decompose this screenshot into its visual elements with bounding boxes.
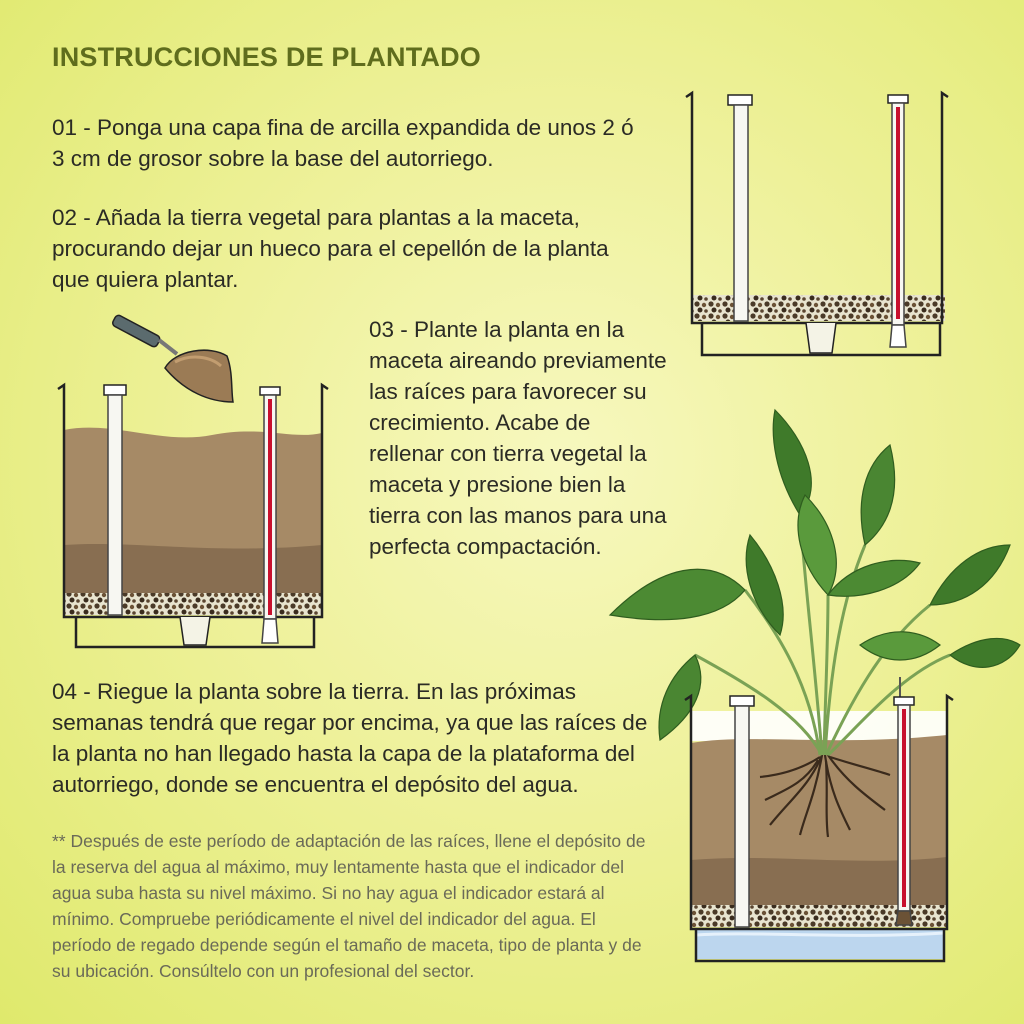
- step-2-text: 02 - Añada la tierra vegetal para plantas a la maceta, procurando dejar un hueco para el cepellón de la planta que quiera plantar.: [52, 205, 609, 292]
- page-title: INSTRUCCIONES DE PLANTADO: [52, 42, 482, 72]
- pot-outline: [686, 93, 948, 323]
- pot-planted-illustration: [600, 405, 1020, 975]
- fill-tube: [728, 95, 752, 321]
- footnote: ** Después de este período de adaptación de las raíces, llene el depósito de la reserva del agua al máximo, muy lentamente hasta que el indicador del agua suba hasta su nivel máximo. Si no hay agua el indicador estará al mínimo. Compruebe periódicamente el nivel del indicador del agua. El período de regado depende según el tamaño de maceta, tipo de planta y de su ubicación. Consúltelo con un profesional del sector.: [52, 831, 646, 981]
- clay-layer: [692, 295, 945, 321]
- pot-soil-illustration: [52, 375, 337, 655]
- pot-clay-layer-illustration: [680, 85, 955, 360]
- step-4-text: 04 - Riegue la planta sobre la tierra. En las próximas semanas tendrá que regar por encima, ya que las raíces de la planta no han llegado hasta la capa de la plataforma del autorriego, donde se encuentra el depósito del agua.: [52, 679, 648, 797]
- step-3-text: 03 - Plante la planta en la maceta aireando previamente las raíces para favorecer su crecimiento. Acabe de rellenar con tierra vegetal la maceta y presione bien la tierra con las manos para una perfecta compactación.: [369, 317, 667, 559]
- step-1-text: 01 - Ponga una capa fina de arcilla expandida de unos 2 ó 3 cm de grosor sobre la base del autorriego.: [52, 115, 634, 171]
- trowel-icon: [115, 310, 245, 410]
- clay-layer: [64, 593, 322, 615]
- fill-tube: [104, 385, 126, 615]
